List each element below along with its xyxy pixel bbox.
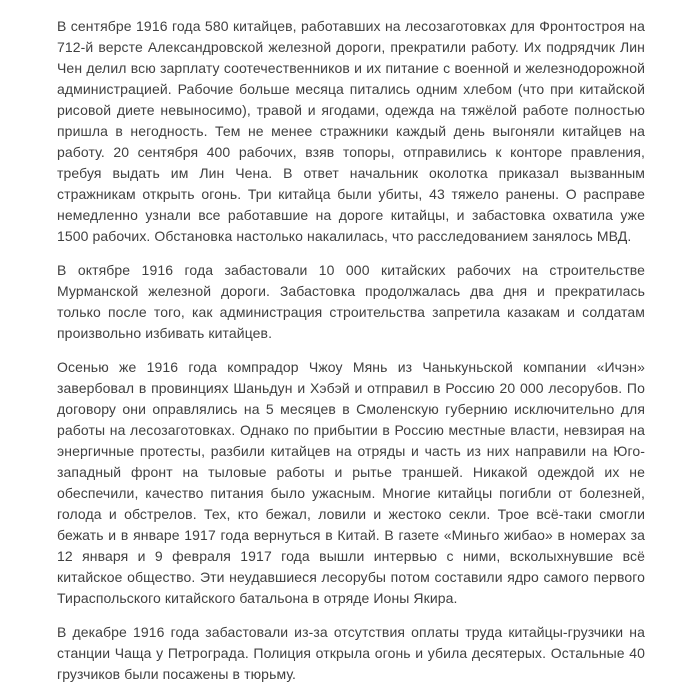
paragraph-september-1916-strike: В сентябре 1916 года 580 китайцев, работавших на лесозаготовках для Фронтостроя на 712-й версте Александровской железной дороги, прекратили работу. Их подрядчик Лин Чен делил всю зарплату соотечественников и их питание с военной и железнодорожной администрацией. Рабочие больше месяца питались одним хлебом (что при китайской рисовой диете невыносимо), травой и ягодами, одежда на тяжёлой работе полностью пришла в негодность. Тем не менее стражники каждый день выгоняли китайцев на работу. 20 сентября 400 рабочих, взяв топоры, отправились к конторе правления, требуя выдать им Лин Чена. В ответ начальник околотка приказал вызванным стражникам открыть огонь. Три китайца были убиты, 43 тяжело ранены. О расправе немедленно узнали все работавшие на дороге китайцы, и забастовка охватила уже 1500 рабочих. Обстановка настолько накалилась, что расследованием занялось МВД. [57,18,645,244]
paragraph-autumn-1916-lumberjacks: Осенью же 1916 года компрадор Чжоу Мянь из Чанькуньской компании «Ичэн» завербовал в провинциях Шаньдун и Хэбэй и отправил в Россию 20 000 лесорубов. По договору они оправлялись на 5 месяцев в Смоленскую губернию исключительно для работы на лесозаготовках. Однако по прибытии в Россию местные власти, невзирая на энергичные протесты, разбили китайцев на отряды и часть из них направили на Юго-западный фронт на тыловые работы и рытье траншей. Никакой одеждой их не обеспечили, качество питания было ужасным. Многие китайцы погибли от болезней, голода и обстрелов. Тех, кто бежал, ловили и жестоко секли. Трое всё-таки смогли бежать и в январе 1917 года вернуться в Китай. В газете «Миньго жибао» в номерах за 12 января и 9 февраля 1917 года вышли интервью с ними, всколыхнувшие всё китайское общество. Эти неудавшиеся лесорубы потом составили ядро самого первого Тираспольского китайского батальона в отряде Ионы Якира. [57,359,645,606]
paragraph-december-1916-strike: В декабре 1916 года забастовали из-за отсутствия оплаты труда китайцы-грузчики на станции Чаща у Петрограда. Полиция открыла огонь и убила десятерых. Остальные 40 грузчиков были посажены в тюрьму. [57,624,645,682]
paragraph-october-1916-strike: В октябре 1916 года забастовали 10 000 китайских рабочих на строительстве Мурманской железной дороги. Забастовка продолжалась два дня и прекратилась только после того, как администрация строительства запретила казакам и солдатам произвольно избивать китайцев. [57,262,645,341]
